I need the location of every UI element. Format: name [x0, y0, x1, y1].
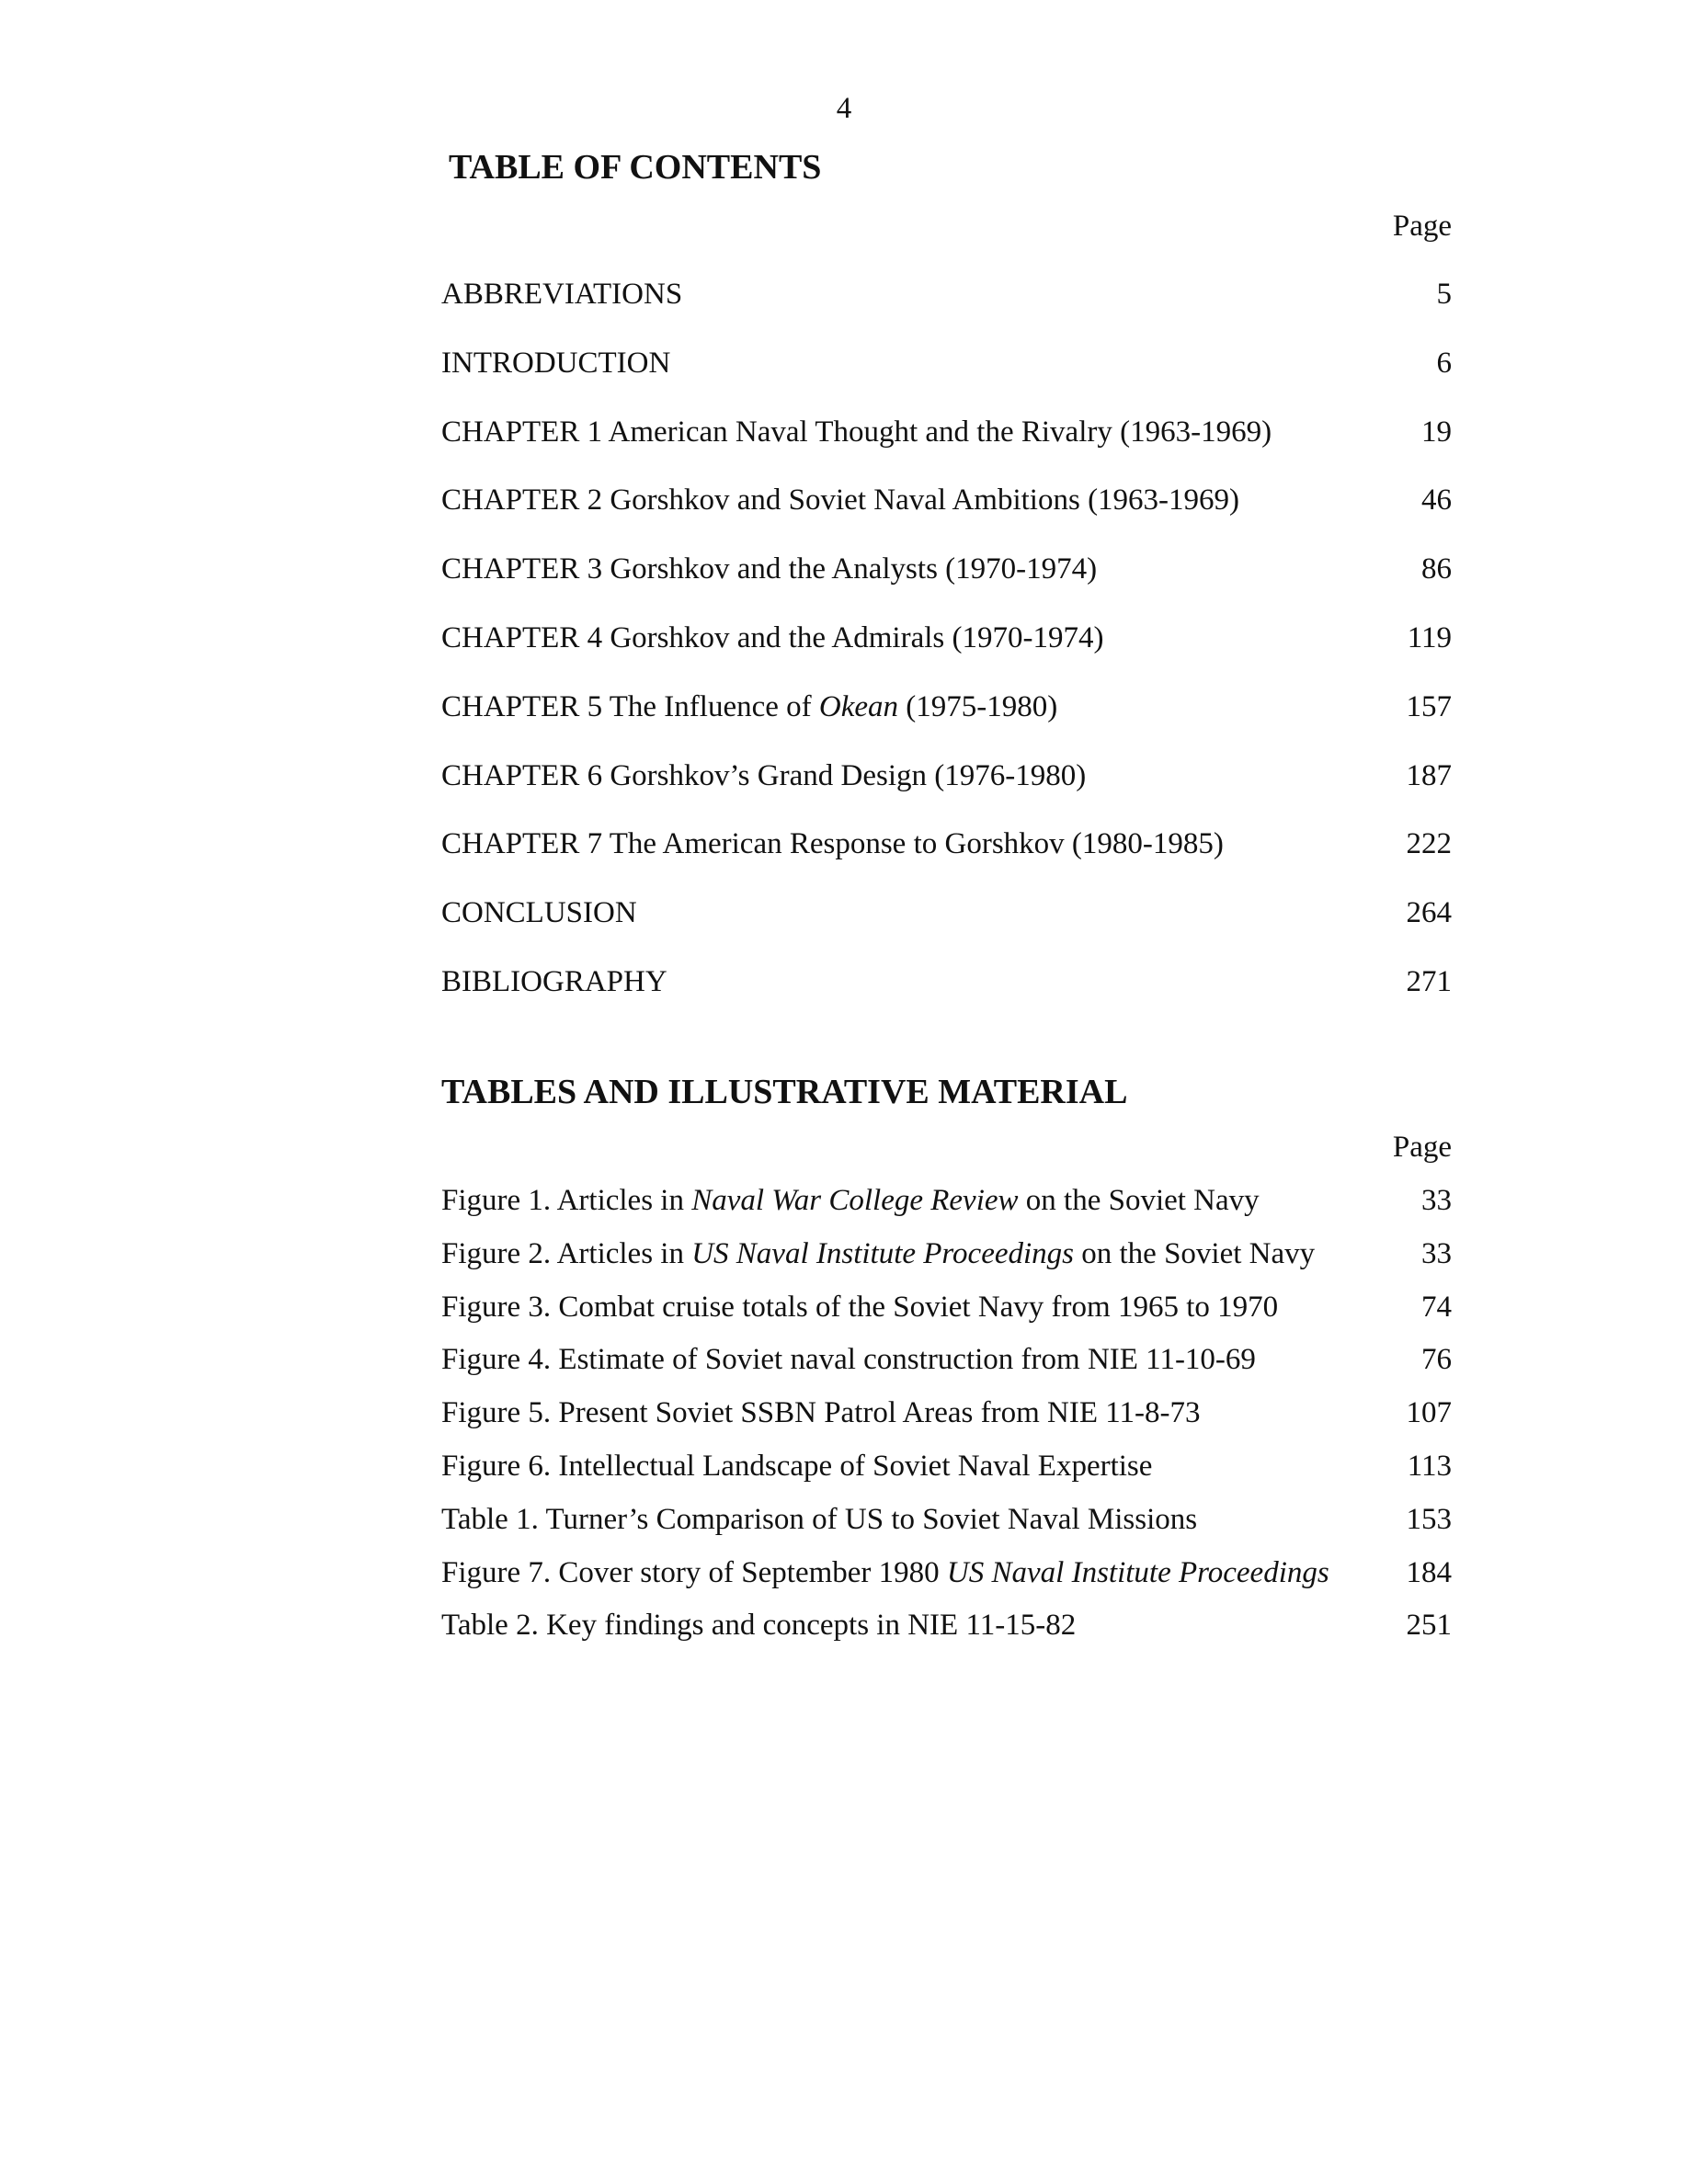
- toc-entry-title-text: CHAPTER 5 The Influence of: [441, 689, 819, 723]
- toc-entry: [441, 278, 1452, 314]
- toc-entry-title: [441, 483, 1239, 518]
- illustration-entry: [441, 1503, 1452, 1540]
- toc-entry-page-number: 19: [1421, 415, 1452, 449]
- toc-entry-title-text: CHAPTER 4 Gorshkov and the Admirals (1970-1974): [441, 621, 1104, 654]
- toc-entry-page-number: 6: [1436, 346, 1452, 380]
- toc-entry-title-text: CHAPTER 2 Gorshkov and Soviet Naval Ambitions (1963-1969): [441, 483, 1240, 518]
- toc-page-label: Page: [1392, 210, 1452, 243]
- illustration-entry-page-number: 153: [1406, 1502, 1452, 1536]
- toc-entry-title: [441, 278, 682, 312]
- illustration-entry-title-text: Figure 3. Combat cruise totals of the Soviet Navy from 1965 to 1970: [441, 1290, 1279, 1324]
- illustration-entry-page-number: 184: [1406, 1555, 1452, 1589]
- toc-entry-title: [441, 690, 1057, 724]
- toc-entry-title: [441, 415, 1272, 449]
- toc-entry-page-number: 157: [1406, 689, 1452, 723]
- toc-entry: [441, 827, 1452, 864]
- toc-entry-title-suffix: (1975-1980): [898, 689, 1058, 723]
- toc-entry-page-number: 187: [1406, 758, 1452, 792]
- illustration-entry-page-number: 107: [1406, 1396, 1452, 1430]
- illustration-entry-title-text: Figure 5. Present Soviet SSBN Patrol Areas from NIE 11-8-73: [441, 1396, 1201, 1430]
- illustration-entry: [441, 1450, 1452, 1486]
- toc-entry-title-text: ABBREVIATIONS: [441, 278, 683, 311]
- illustration-entry-page-number: 33: [1421, 1236, 1452, 1270]
- illustration-entry-title-suffix: on the Soviet Navy: [1018, 1184, 1260, 1217]
- toc-entry-page-number: 264: [1406, 896, 1452, 930]
- toc-entry: [441, 552, 1452, 589]
- illustration-entry-title-italic: US Naval Institute Proceedings: [946, 1555, 1329, 1589]
- toc-entry-title-text: CONCLUSION: [441, 896, 637, 930]
- illustration-entry-title-text: Figure 4. Estimate of Soviet naval construction from NIE 11-10-69: [441, 1343, 1256, 1377]
- illustration-entry: [441, 1556, 1452, 1593]
- toc-entry: [441, 621, 1452, 658]
- toc-entry: [441, 965, 1452, 1002]
- illustrations-page-label: Page: [1392, 1131, 1452, 1164]
- toc-entry-page-number: 271: [1406, 965, 1452, 998]
- toc-entry-title-text: CHAPTER 1 American Naval Thought and the Rivalry (1963-1969): [441, 415, 1272, 449]
- illustration-entry-title-text: Table 2. Key findings and concepts in NIE 11-15-82: [441, 1609, 1077, 1643]
- toc-entry: [441, 483, 1452, 520]
- illustration-entry-title-italic: Naval War College Review: [691, 1184, 1019, 1217]
- toc-entry-title-text: CHAPTER 3 Gorshkov and the Analysts (1970-1974): [441, 552, 1098, 586]
- illustration-entry: [441, 1291, 1452, 1327]
- illustration-entry-page-number: 113: [1407, 1450, 1452, 1483]
- illustration-entry-title: [441, 1503, 1197, 1537]
- illustration-entry: [441, 1237, 1452, 1274]
- toc-entry-title-text: INTRODUCTION: [441, 346, 671, 380]
- toc-entry-page-number: 119: [1407, 621, 1452, 654]
- toc-entry-title-text: CHAPTER 7 The American Response to Gorshkov (1980-1985): [441, 827, 1224, 861]
- toc-entry-page-number: 5: [1436, 278, 1452, 311]
- toc-entry-page-number: 222: [1406, 827, 1452, 861]
- illustration-entry-title: [441, 1556, 1329, 1590]
- illustration-entry-page-number: 76: [1421, 1343, 1452, 1377]
- toc-entry-title: [441, 552, 1097, 586]
- toc-entry-title-text: BIBLIOGRAPHY: [441, 965, 667, 998]
- toc-entry-page-number: 46: [1421, 483, 1452, 518]
- illustration-entry: [441, 1343, 1452, 1380]
- toc-entry: [441, 347, 1452, 383]
- illustrations-heading: TABLES AND ILLUSTRATIVE MATERIAL: [441, 1073, 1128, 1111]
- illustration-entry-page-number: 74: [1421, 1290, 1452, 1324]
- illustration-entry-title-text: Figure 2. Articles in: [441, 1236, 692, 1270]
- toc-entry-page-number: 86: [1421, 552, 1452, 586]
- toc-entry: [441, 896, 1452, 933]
- illustration-entry-title-suffix: on the Soviet Navy: [1074, 1236, 1316, 1270]
- toc-heading: TABLE OF CONTENTS: [449, 148, 822, 187]
- page-number: 4: [836, 92, 852, 125]
- toc-entry-title: [441, 759, 1086, 793]
- toc-entry-title: [441, 965, 667, 999]
- illustration-entry-title: [441, 1396, 1201, 1430]
- toc-entry: [441, 759, 1452, 796]
- illustration-entry-title-text: Table 1. Turner’s Comparison of US to Soviet Naval Missions: [441, 1502, 1198, 1536]
- toc-entry-title: [441, 827, 1224, 861]
- illustration-entry-title-text: Figure 1. Articles in: [441, 1184, 692, 1217]
- illustration-entry-title: [441, 1237, 1315, 1271]
- illustration-entry: [441, 1609, 1452, 1645]
- toc-entry-title: [441, 621, 1103, 655]
- illustration-entry: [441, 1184, 1452, 1221]
- illustration-entry-title-text: Figure 6. Intellectual Landscape of Soviet Naval Expertise: [441, 1450, 1153, 1483]
- illustration-entry-title-text: Figure 7. Cover story of September 1980: [441, 1555, 947, 1589]
- illustration-entry-title: [441, 1450, 1152, 1484]
- illustration-entry-page-number: 251: [1406, 1609, 1452, 1643]
- illustration-entry: [441, 1396, 1452, 1433]
- toc-entry-title-text: CHAPTER 6 Gorshkov’s Grand Design (1976-1980): [441, 758, 1087, 792]
- illustration-entry-title: [441, 1184, 1260, 1218]
- toc-entry-title: [441, 896, 637, 930]
- illustration-entry-title: [441, 1291, 1278, 1325]
- illustration-entry-page-number: 33: [1421, 1184, 1452, 1217]
- illustration-entry-title: [441, 1609, 1076, 1643]
- illustration-entry-title: [441, 1343, 1256, 1377]
- toc-entry: [441, 690, 1452, 727]
- toc-entry: [441, 415, 1452, 452]
- toc-entry-title-italic: Okean: [818, 689, 899, 723]
- toc-entry-title: [441, 347, 670, 381]
- illustration-entry-title-italic: US Naval Institute Proceedings: [691, 1236, 1075, 1270]
